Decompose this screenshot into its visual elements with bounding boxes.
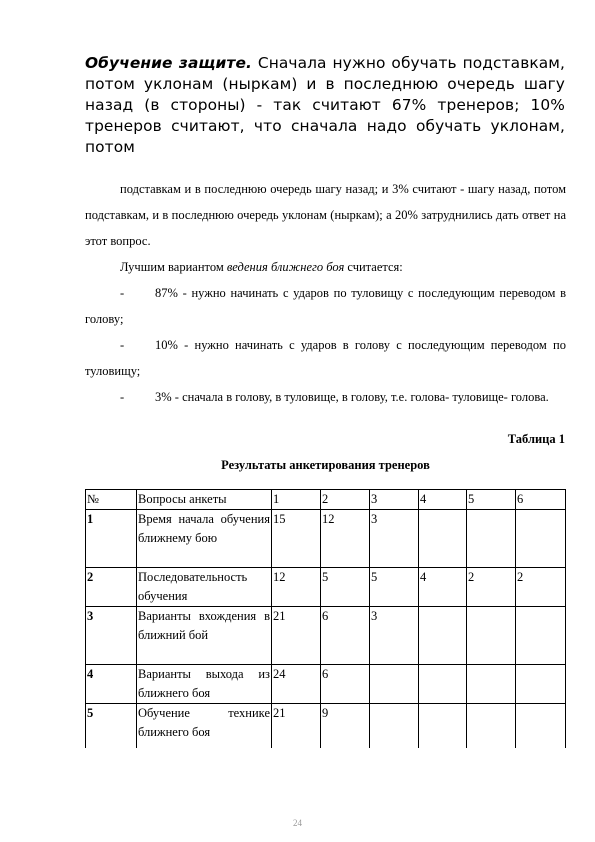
paragraph-2-before: Лучшим вариантом (120, 260, 227, 274)
header-cell: 1 (272, 490, 321, 510)
value-cell (516, 510, 566, 568)
value-cell (516, 665, 566, 704)
paragraph-2-after: считается: (344, 260, 403, 274)
question-cell: Время начала обучения ближнему бою (137, 510, 272, 568)
list-marker: - (120, 338, 125, 352)
row-number: 5 (86, 704, 137, 749)
value-cell: 21 (272, 704, 321, 749)
row-number: 1 (86, 510, 137, 568)
value-cell: 5 (321, 568, 370, 607)
list-marker: - (120, 390, 125, 404)
value-cell (419, 510, 467, 568)
value-cell (467, 704, 516, 749)
value-cell: 6 (321, 665, 370, 704)
table-row (86, 568, 566, 607)
row-number: 3 (86, 607, 137, 665)
value-cell: 6 (321, 607, 370, 665)
value-cell (419, 704, 467, 749)
value-cell: 15 (272, 510, 321, 568)
survey-results-table (85, 489, 566, 748)
list-item (85, 332, 566, 384)
question-cell: Варианты выхода из ближнего боя (137, 665, 272, 704)
paragraph-2-italic: ведения ближнего боя (226, 260, 345, 274)
list-item-text: 87% - нужно начинать с ударов по туловищу с последующим переводом в голову; (85, 286, 566, 326)
paragraph-1: подставкам и в последнюю очередь шагу назад; и 3% считают - шагу назад, потом подставкам, и в последнюю очередь уклонам (ныркам); а 20% затруднились дать ответ на этот вопрос. (85, 182, 566, 248)
table-title: Результаты анкетирования тренеров (221, 458, 430, 472)
value-cell (516, 704, 566, 749)
value-cell (370, 704, 419, 749)
value-cell: 3 (370, 607, 419, 665)
list-item-text: 10% - нужно начинать с ударов в голову с последующим переводом по туловищу; (85, 338, 566, 378)
row-number: 4 (86, 665, 137, 704)
header-cell: 6 (516, 490, 566, 510)
table-row (86, 607, 566, 665)
value-cell: 4 (419, 568, 467, 607)
question-cell: Последовательность обучения (137, 568, 272, 607)
list-marker: - (120, 286, 125, 300)
value-cell: 12 (321, 510, 370, 568)
value-cell: 2 (467, 568, 516, 607)
value-cell (467, 607, 516, 665)
value-cell: 5 (370, 568, 419, 607)
value-cell (419, 665, 467, 704)
table-row (86, 510, 566, 568)
table-row (86, 704, 566, 749)
value-cell: 21 (272, 607, 321, 665)
table-row (86, 665, 566, 704)
value-cell: 24 (272, 665, 321, 704)
value-cell (370, 665, 419, 704)
paragraph-2 (85, 254, 566, 280)
table-label: Таблица 1 (507, 432, 565, 446)
header-cell: 4 (419, 490, 467, 510)
value-cell (467, 510, 516, 568)
header-cell: 5 (467, 490, 516, 510)
question-cell: Обучение технике ближнего боя (137, 704, 272, 749)
page-number: 24 (293, 818, 302, 828)
value-cell (467, 665, 516, 704)
list-item-text: 3% - сначала в голову, в туловище, в голову, т.е. голова- туловище- голова. (155, 390, 549, 404)
heading-text: Сначала нужно обучать подставкам, потом уклонам (ныркам) и в последнюю очередь шагу назад (в стороны) - так считают 67% тренеров; 10% тренеров считают, что сначала надо обучать уклонам, потом (85, 54, 565, 156)
value-cell (419, 607, 467, 665)
list-item (85, 280, 566, 332)
value-cell: 3 (370, 510, 419, 568)
section-heading (85, 53, 565, 158)
value-cell: 12 (272, 568, 321, 607)
header-cell: 2 (321, 490, 370, 510)
heading-highlight: Обучение защите. (85, 54, 252, 72)
header-cell: Вопросы анкеты (137, 490, 272, 510)
list-item (85, 384, 566, 410)
value-cell: 9 (321, 704, 370, 749)
table-header-row (86, 490, 566, 510)
value-cell: 2 (516, 568, 566, 607)
value-cell (516, 607, 566, 665)
row-number: 2 (86, 568, 137, 607)
header-cell: 3 (370, 490, 419, 510)
header-cell: № (86, 490, 137, 510)
question-cell: Варианты вхождения в ближний бой (137, 607, 272, 665)
